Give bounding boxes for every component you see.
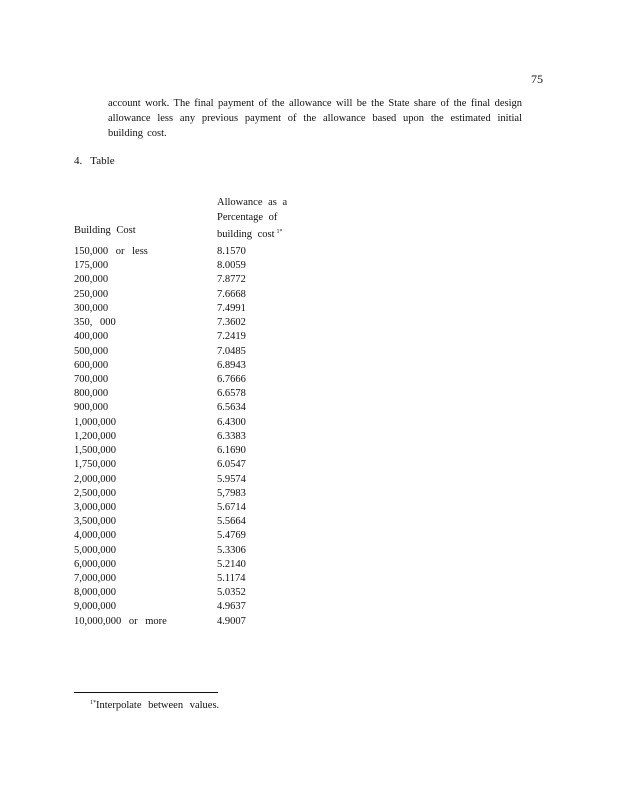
header-line: Allowance as a: [217, 197, 288, 208]
allowance-percentage-cell: 6.7666: [217, 373, 246, 385]
allowance-percentage-cell: 7.8772: [217, 274, 246, 286]
building-cost-cell: 1,750,000: [74, 459, 116, 471]
table-row: [74, 529, 334, 543]
allowance-percentage-cell: 5.5664: [217, 516, 246, 528]
table-row: [74, 558, 334, 572]
building-cost-cell: 1,500,000: [74, 445, 116, 457]
section-heading: 4. Table: [74, 155, 115, 167]
table-row: [74, 473, 334, 487]
building-cost-cell: 10,000,000 or more: [74, 615, 167, 627]
allowance-percentage-cell: 8.0059: [217, 260, 246, 272]
allowance-percentage-cell: 6.0547: [217, 459, 246, 471]
allowance-percentage-cell: 6.5634: [217, 402, 246, 414]
table-row: [74, 345, 334, 359]
building-cost-cell: 9,000,000: [74, 601, 116, 613]
header-line: Percentage of: [217, 211, 278, 223]
building-cost-cell: 150,000 or less: [74, 246, 148, 257]
table-row: [74, 444, 334, 458]
table-row: [74, 572, 334, 586]
building-cost-cell: 1,200,000: [74, 430, 116, 442]
allowance-percentage-cell: 5.2140: [217, 558, 246, 570]
footnote-text: Interpolate between values.: [96, 700, 220, 711]
table-row: [74, 515, 334, 529]
table-row: [74, 259, 334, 273]
allowance-percentage-cell: 5.3306: [217, 544, 246, 556]
building-cost-cell: 2,500,000: [74, 487, 116, 499]
building-cost-cell: 2,000,000: [74, 473, 116, 485]
allowance-percentage-cell: 6.1690: [217, 445, 246, 457]
footnote-marker: 1*: [276, 229, 283, 235]
table-row: [74, 302, 334, 316]
building-cost-cell: 300,000: [74, 302, 109, 314]
table-row: [74, 586, 334, 600]
building-cost-cell: 5,000,000: [74, 544, 116, 556]
page-number: 75: [531, 72, 543, 86]
table-row: [74, 288, 334, 302]
body-paragraph: account work. The final payment of the allowance will be the State share of the final design allowance less any previous payment of the allowance based upon the estimated initial building cost.: [108, 98, 522, 139]
allowance-table: [74, 245, 334, 629]
building-cost-cell: 200,000: [74, 274, 109, 286]
allowance-percentage-cell: 5.0352: [217, 587, 246, 599]
allowance-percentage-cell: 8.1570: [217, 246, 246, 257]
table-row: [74, 615, 334, 629]
building-cost-cell: 1,000,000: [74, 416, 116, 428]
footnote-separator: [74, 692, 218, 693]
table-row: [74, 245, 334, 259]
table-row: [74, 416, 334, 430]
table-row: [74, 501, 334, 515]
allowance-percentage-cell: 7.2419: [217, 331, 246, 343]
building-cost-cell: 175,000: [74, 260, 109, 272]
allowance-percentage-cell: 4.9637: [217, 601, 246, 613]
table-row: [74, 458, 334, 472]
allowance-percentage-cell: 7.0485: [217, 345, 246, 357]
allowance-percentage-cell: 7.6668: [217, 288, 246, 300]
allowance-percentage-cell: 5,7983: [217, 487, 246, 499]
allowance-percentage-cell: 5.1174: [217, 573, 246, 585]
table-row: [74, 401, 334, 415]
building-cost-cell: 250,000: [74, 288, 109, 300]
building-cost-cell: 400,000: [74, 331, 109, 343]
footnote: [90, 700, 219, 711]
building-cost-cell: 800,000: [74, 388, 109, 400]
allowance-percentage-cell: 6.8943: [217, 359, 246, 371]
table-row: [74, 373, 334, 387]
header-line-text: building cost: [217, 229, 275, 240]
building-cost-cell: 500,000: [74, 345, 109, 357]
building-cost-cell: 3,500,000: [74, 516, 116, 528]
building-cost-cell: 6,000,000: [74, 558, 116, 570]
allowance-percentage-cell: 6.4300: [217, 416, 246, 428]
allowance-percentage-cell: 5.4769: [217, 530, 246, 542]
header-line: [217, 225, 287, 243]
allowance-percentage-cell: 6.6578: [217, 388, 246, 400]
building-cost-cell: 700,000: [74, 373, 109, 385]
table-row: [74, 544, 334, 558]
table-row: [74, 359, 334, 373]
allowance-percentage-cell: 5.6714: [217, 501, 246, 513]
table-row: [74, 430, 334, 444]
building-cost-cell: 8,000,000: [74, 587, 116, 599]
building-cost-cell: 4,000,000: [74, 530, 116, 542]
building-cost-cell: 350, 000: [74, 317, 116, 329]
table-row: [74, 387, 334, 401]
table-row: [74, 273, 334, 287]
table-row: [74, 487, 334, 501]
table-row: [74, 600, 334, 614]
column-header-allowance: [217, 196, 287, 243]
table-row: [74, 330, 334, 344]
allowance-percentage-cell: 7.4991: [217, 302, 246, 314]
allowance-percentage-cell: 6.3383: [217, 430, 246, 442]
footnote-marker: 1*: [90, 700, 96, 706]
allowance-percentage-cell: 5.9574: [217, 473, 246, 485]
building-cost-cell: 7,000,000: [74, 573, 116, 585]
table-row: [74, 316, 334, 330]
building-cost-cell: 900,000: [74, 402, 109, 414]
building-cost-cell: 3,000,000: [74, 501, 116, 513]
allowance-percentage-cell: 7.3602: [217, 317, 246, 329]
building-cost-cell: 600,000: [74, 359, 109, 371]
allowance-percentage-cell: 4.9007: [217, 615, 246, 627]
column-header-building-cost: Building Cost: [74, 225, 136, 236]
